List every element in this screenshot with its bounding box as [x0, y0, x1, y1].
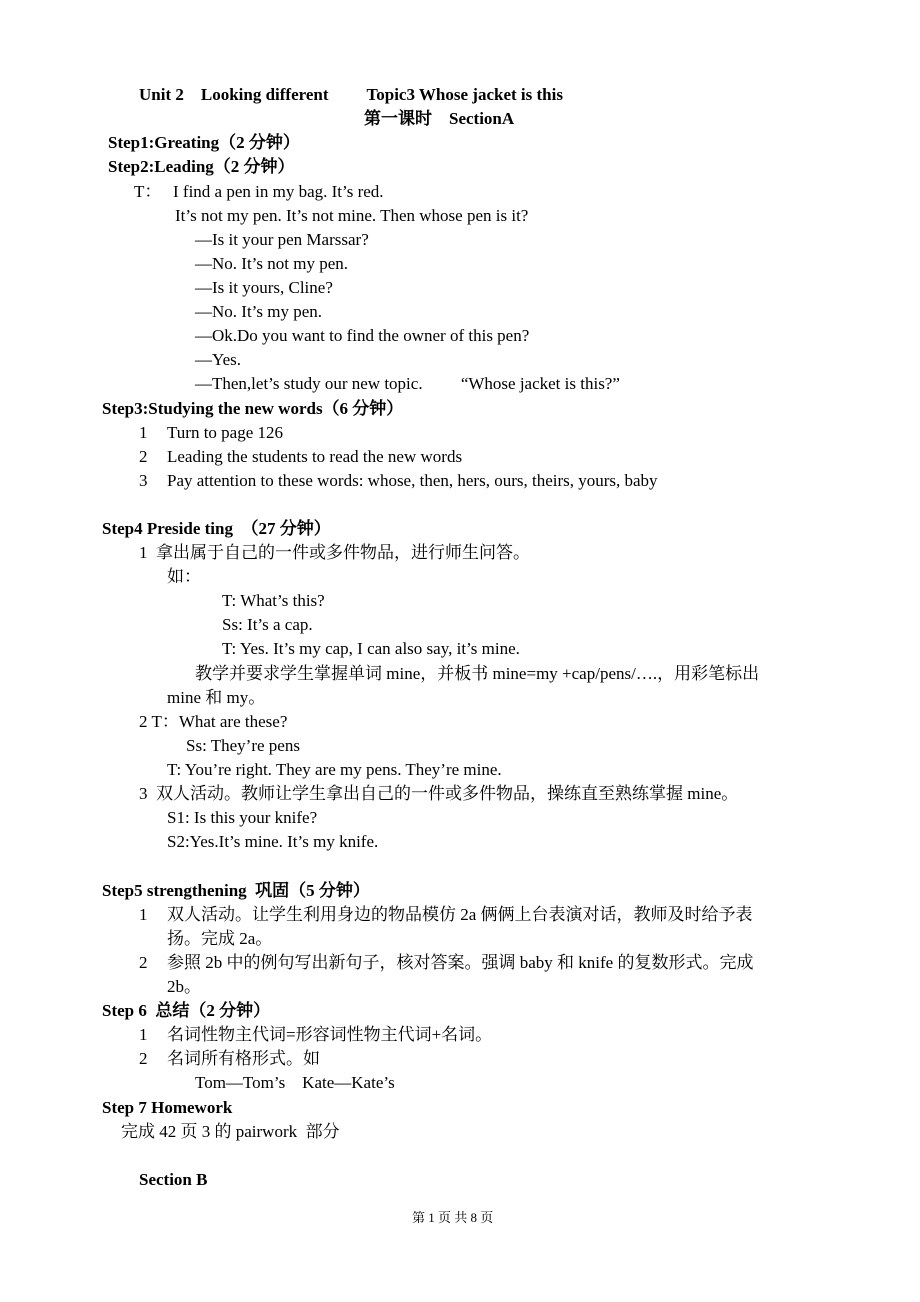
dialogue-line: Ss: It’s a cap.	[222, 615, 313, 634]
list-item-text: 参照 2b 中的例句写出新句子，核对答案。强调 baby 和 knife 的复数形式。完成	[167, 953, 754, 972]
dialogue-line: T: Yes. It’s my cap, I can also say, it’s mine.	[222, 639, 520, 658]
list-item-number: 1	[139, 905, 148, 924]
step4-item3: 3 双人活动。教师让学生拿出自己的一件或多件物品，操练直至熟练掌握 mine。	[139, 784, 739, 803]
step2-heading: Step2:Leading（2 分钟）	[108, 157, 295, 176]
step4-example-label: 如：	[167, 567, 201, 586]
step2-teacher-label: T：	[134, 182, 162, 201]
list-item-text: Pay attention to these words: whose, then, hers, ours, theirs, yours, baby	[167, 471, 658, 490]
list-item-number: 3	[139, 471, 148, 490]
list-item-text: Turn to page 126	[167, 423, 284, 442]
step5-heading: Step5 strengthening 巩固（5 分钟）	[102, 881, 370, 900]
list-item-number: 1	[139, 423, 148, 442]
step3-heading: Step3:Studying the new words（6 分钟）	[102, 399, 404, 418]
teaching-note: 教学并要求学生掌握单词 mine，并板书 mine=my +cap/pens/….，用彩笔标出	[195, 664, 760, 683]
example-line: Tom—Tom’s Kate—Kate’s	[195, 1073, 395, 1092]
list-item-number: 2	[139, 953, 148, 972]
dialogue-line: —Is it your pen Marssar?	[195, 230, 369, 249]
list-item-text: 双人活动。让学生利用身边的物品模仿 2a 俩俩上台表演对话，教师及时给予表	[167, 905, 753, 924]
dialogue-line: Ss: They’re pens	[186, 736, 300, 755]
teaching-note: mine 和 my。	[167, 688, 266, 707]
dialogue-line: S2:Yes.It’s mine. It’s my knife.	[167, 832, 379, 851]
list-item-number: 1	[139, 1025, 148, 1044]
list-item-number: 2	[139, 447, 148, 466]
dialogue-line: —Then,let’s study our new topic. “Whose jacket is this?”	[195, 374, 620, 393]
dialogue-line: —Yes.	[195, 350, 241, 369]
dialogue-line: —No. It’s not my pen.	[195, 254, 348, 273]
lesson-title: 第一课时 SectionA	[364, 109, 515, 128]
list-item-text: 名词性物主代词=形容词性物主代词+名词。	[167, 1025, 493, 1044]
step7-heading: Step 7 Homework	[102, 1098, 233, 1117]
unit-title: Unit 2 Looking different Topic3 Whose jacket is this	[139, 85, 563, 104]
homework-text: 完成 42 页 3 的 pairwork 部分	[121, 1122, 340, 1141]
step2-line: It’s not my pen. It’s not mine. Then whose pen is it?	[175, 206, 529, 225]
step4-heading: Step4 Preside ting （27 分钟）	[102, 519, 331, 538]
dialogue-line: —Is it yours, Cline?	[195, 278, 333, 297]
section-b-heading: Section B	[139, 1170, 208, 1189]
dialogue-line: T: What’s this?	[222, 591, 325, 610]
list-item-number: 2	[139, 1049, 148, 1068]
dialogue-line: —No. It’s my pen.	[195, 302, 323, 321]
step4-item2: 2 T：What are these?	[139, 712, 288, 731]
step2-line: I find a pen in my bag. It’s red.	[173, 182, 384, 201]
step4-item1: 1 拿出属于自己的一件或多件物品，进行师生问答。	[139, 543, 530, 562]
page-footer: 第 1 页 共 8 页	[412, 1210, 494, 1225]
list-item-text: 2b。	[167, 977, 201, 996]
dialogue-line: T: You’re right. They are my pens. They’re mine.	[167, 760, 502, 779]
list-item-text: 名词所有格形式。如	[167, 1049, 320, 1068]
step6-heading: Step 6 总结（2 分钟）	[102, 1001, 271, 1020]
list-item-text: 扬。完成 2a。	[167, 929, 273, 948]
dialogue-line: S1: Is this your knife?	[167, 808, 318, 827]
step1-heading: Step1:Greating（2 分钟）	[108, 133, 300, 152]
list-item-text: Leading the students to read the new words	[167, 447, 463, 466]
dialogue-line: —Ok.Do you want to find the owner of this pen?	[195, 326, 530, 345]
